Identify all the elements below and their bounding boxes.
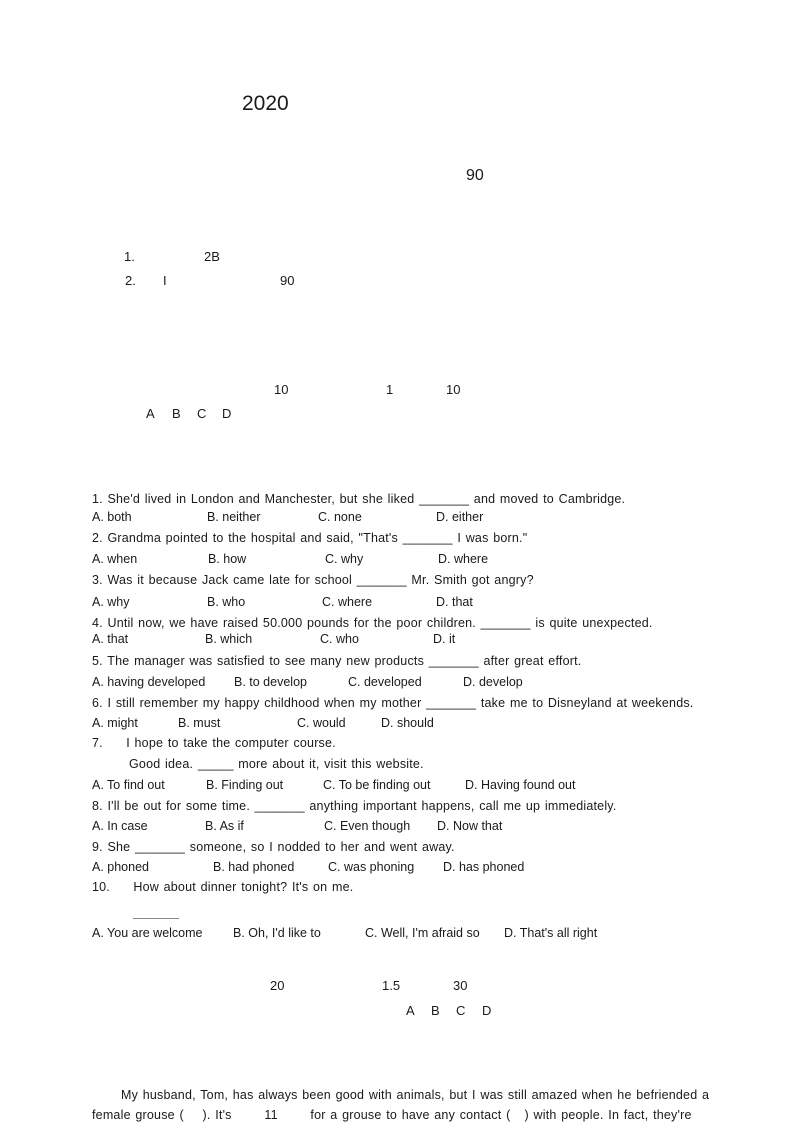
section1-letter-a: A <box>146 406 155 421</box>
option-b: B. had phoned <box>213 860 295 874</box>
option-c: C. To be finding out <box>323 778 431 792</box>
option-d: D. Now that <box>437 819 503 833</box>
option-b: B. how <box>208 552 247 566</box>
passage-line-1: My husband, Tom, has always been good with animals, but I was still amazed when he befriended a <box>121 1088 710 1102</box>
option-d: D. has phoned <box>443 860 525 874</box>
option-b: B. who <box>207 595 246 609</box>
question-7-reply: Good idea. _____ more about it, visit this website. <box>129 757 424 771</box>
option-d: D. either <box>436 510 484 524</box>
question-7: 7. I hope to take the computer course. <box>92 736 336 750</box>
section2-letter-d: D <box>482 1003 492 1018</box>
question-8: 8. I'll be out for some time. _______ anything important happens, call me up immediately. <box>92 799 617 813</box>
option-a: A. when <box>92 552 138 566</box>
option-b: B. Oh, I'd like to <box>233 926 321 940</box>
passage-line-2: female grouse ( ). It's 11 for a grouse to have any contact ( ) with people. In fact, they're <box>92 1108 692 1122</box>
option-c: C. was phoning <box>328 860 415 874</box>
option-c: C. would <box>297 716 346 730</box>
option-a: A. You are welcome <box>92 926 203 940</box>
question-10: 10. How about dinner tonight? It's on me. <box>92 880 354 894</box>
option-a: A. both <box>92 510 132 524</box>
section1-letter-b: B <box>172 406 181 421</box>
option-d: D. develop <box>463 675 523 689</box>
answer-blank-line <box>133 918 179 919</box>
option-d: D. it <box>433 632 456 646</box>
option-b: B. As if <box>205 819 244 833</box>
question-2: 2. Grandma pointed to the hospital and said, "That's _______ I was born." <box>92 531 528 545</box>
section2-count: 20 <box>270 978 285 993</box>
option-b: B. to develop <box>234 675 307 689</box>
option-d: D. That's all right <box>504 926 598 940</box>
option-d: D. should <box>381 716 434 730</box>
option-a: A. that <box>92 632 129 646</box>
option-d: D. where <box>438 552 489 566</box>
section2-letter-b: B <box>431 1003 440 1018</box>
option-c: C. why <box>325 552 364 566</box>
question-3: 3. Was it because Jack came late for school _______ Mr. Smith got angry? <box>92 573 534 587</box>
total-score: 90 <box>466 167 484 184</box>
option-a: A. To find out <box>92 778 165 792</box>
section2-points-each: 1.5 <box>382 978 401 993</box>
option-b: B. neither <box>207 510 261 524</box>
section1-letter-c: C <box>197 406 207 421</box>
instruction-2-number: 2. <box>125 273 136 288</box>
option-d: D. that <box>436 595 473 609</box>
option-b: B. must <box>178 716 221 730</box>
option-c: C. none <box>318 510 362 524</box>
section1-count: 10 <box>274 382 289 397</box>
instruction-2-text: I <box>163 273 167 288</box>
section1-letter-d: D <box>222 406 232 421</box>
section2-total: 30 <box>453 978 468 993</box>
section1-total: 10 <box>446 382 461 397</box>
instruction-1-text: 2B <box>204 249 220 264</box>
question-5: 5. The manager was satisfied to see many new products _______ after great effort. <box>92 654 582 668</box>
option-a: A. having developed <box>92 675 206 689</box>
exam-year: 2020 <box>242 92 289 115</box>
option-d: D. Having found out <box>465 778 576 792</box>
option-a: A. In case <box>92 819 148 833</box>
question-4: 4. Until now, we have raised 50.000 pounds for the poor children. _______ is quite unexpected. <box>92 616 653 630</box>
option-c: C. developed <box>348 675 422 689</box>
option-a: A. might <box>92 716 138 730</box>
option-b: B. Finding out <box>206 778 284 792</box>
option-a: A. why <box>92 595 130 609</box>
option-c: C. who <box>320 632 359 646</box>
question-6: 6. I still remember my happy childhood when my mother _______ take me to Disneyland at weekends. <box>92 696 694 710</box>
option-c: C. where <box>322 595 373 609</box>
instruction-1-number: 1. <box>124 249 135 264</box>
section1-points-each: 1 <box>386 382 394 397</box>
option-b: B. which <box>205 632 253 646</box>
section2-letter-c: C <box>456 1003 466 1018</box>
option-a: A. phoned <box>92 860 149 874</box>
instruction-2-extra: 90 <box>280 273 295 288</box>
question-1: 1. She'd lived in London and Manchester, but she liked _______ and moved to Cambridge. <box>92 492 626 506</box>
option-c: C. Well, I'm afraid so <box>365 926 480 940</box>
option-c: C. Even though <box>324 819 411 833</box>
question-9: 9. She _______ someone, so I nodded to her and went away. <box>92 840 455 854</box>
section2-letter-a: A <box>406 1003 415 1018</box>
